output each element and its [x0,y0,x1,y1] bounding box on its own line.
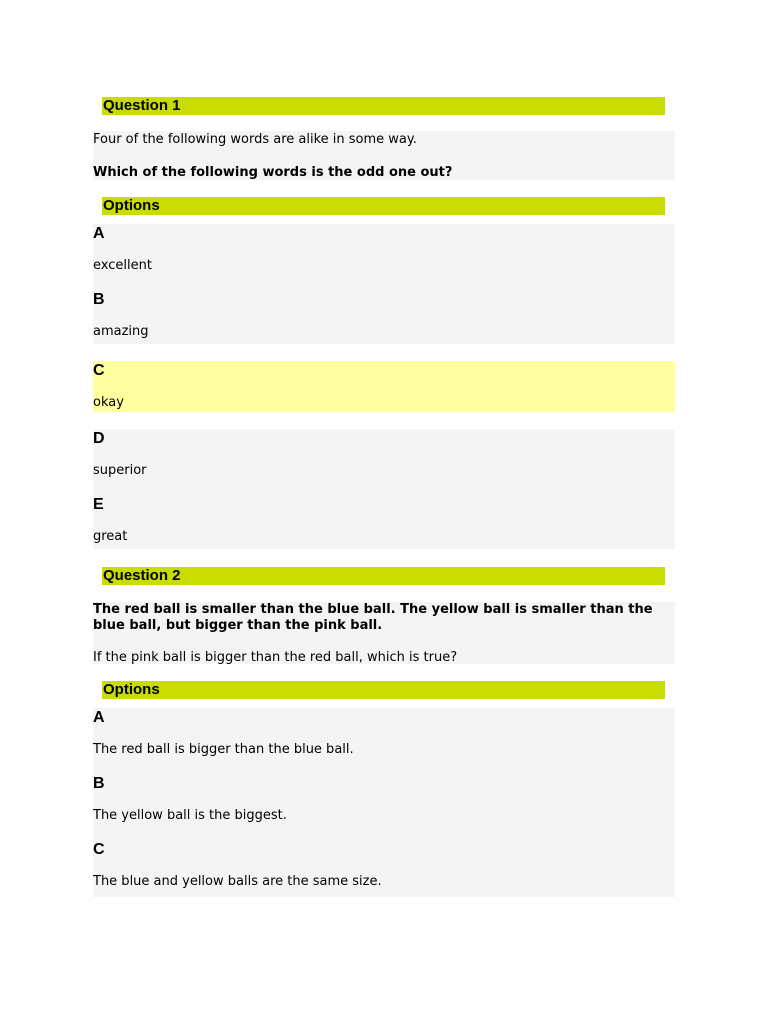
question-2-body [93,602,675,664]
option-text: okay [93,395,124,410]
question-2-heading: Question 2 [102,567,665,585]
question-1-body [93,131,675,180]
option-letter: A [93,709,105,726]
option-group-ab [93,224,675,344]
q1-option-c[interactable] [93,361,675,412]
q2-option-b[interactable] [93,774,675,824]
question-2-options-heading: Options [102,681,665,699]
option-text: The yellow ball is the biggest. [93,808,287,823]
question-2-options [93,708,675,897]
option-letter: B [93,291,105,308]
question-1-options [93,224,675,549]
option-letter: C [93,362,105,379]
option-text: The red ball is bigger than the blue ball. [93,742,354,757]
q1-option-d[interactable] [93,429,675,479]
option-letter: A [93,225,105,242]
option-letter: E [93,496,104,513]
option-text: amazing [93,324,149,339]
option-text: superior [93,463,147,478]
question-2-line-1: The red ball is smaller than the blue ball. The yellow ball is smaller than the blue ball, but bigger than the pink ball. [93,602,653,633]
q2-option-a[interactable] [93,708,675,758]
q1-option-b[interactable] [93,290,675,340]
question-1-heading: Question 1 [102,97,665,115]
option-letter: B [93,775,105,792]
option-text: great [93,529,128,544]
question-1-line-1: Four of the following words are alike in some way. [93,132,417,147]
question-1-line-2: Which of the following words is the odd one out? [93,165,453,180]
option-text: excellent [93,258,152,273]
q1-option-a[interactable] [93,224,675,274]
q1-option-e[interactable] [93,495,675,545]
option-letter: C [93,841,105,858]
option-group-de [93,429,675,549]
question-2-line-2: If the pink ball is bigger than the red ball, which is true? [93,650,458,665]
question-1-options-heading: Options [102,197,665,215]
option-letter: D [93,430,105,447]
q2-option-c[interactable] [93,840,675,890]
option-text: The blue and yellow balls are the same size. [93,874,382,889]
document-page [93,97,675,897]
